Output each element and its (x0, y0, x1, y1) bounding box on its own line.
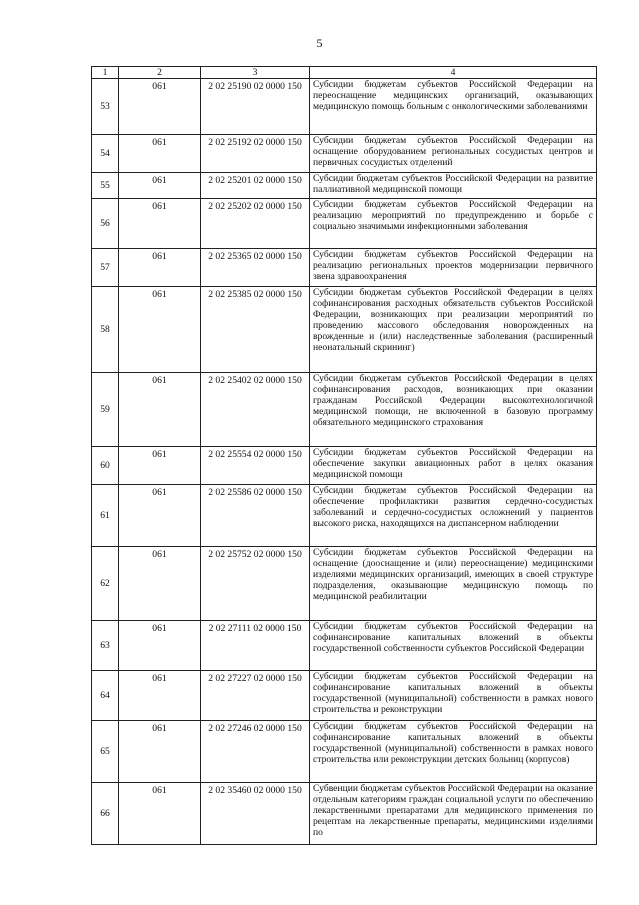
admin-code: 061 (119, 373, 201, 447)
revenue-description: Субсидии бюджетам субъектов Российской Федерации на обеспечение профилактики развития сердечно-сосудистых заболеваний и сердечно-сосудистых осложнений у пациентов высокого риска, находящихся на диспансерном наблюдении (310, 485, 597, 547)
admin-code: 061 (119, 79, 201, 135)
revenue-description: Субсидии бюджетам субъектов Российской Федерации на переоснащение медицинских организаций, оказывающих медицинскую помощь больным с онкологическими заболеваниями (310, 79, 597, 135)
revenue-description: Субсидии бюджетам субъектов Российской Федерации на софинансирование капитальных вложений в объекты государственной (муниципальной) собственности в рамках нового строительства и реконструкции (310, 671, 597, 721)
budget-classification-code: 2 02 25752 02 0000 150 (201, 547, 310, 621)
header-col-4: 4 (310, 67, 597, 79)
row-number: 66 (92, 783, 119, 845)
admin-code: 061 (119, 173, 201, 199)
row-number: 56 (92, 199, 119, 249)
row-number: 53 (92, 79, 119, 135)
header-col-2: 2 (119, 67, 201, 79)
budget-classification-code: 2 02 25554 02 0000 150 (201, 447, 310, 485)
page-number: 5 (316, 36, 323, 50)
table-row (92, 485, 597, 547)
revenue-description: Субсидии бюджетам субъектов Российской Федерации на развитие паллиативной медицинской помощи (310, 173, 597, 199)
budget-classification-code: 2 02 25586 02 0000 150 (201, 485, 310, 547)
header-row (92, 67, 597, 79)
budget-classification-code: 2 02 25192 02 0000 150 (201, 135, 310, 173)
admin-code: 061 (119, 287, 201, 373)
budget-classification-code: 2 02 27246 02 0000 150 (201, 721, 310, 783)
budget-classification-code: 2 02 25365 02 0000 150 (201, 249, 310, 287)
budget-classification-code: 2 02 35460 02 0000 150 (201, 783, 310, 845)
revenue-description: Субсидии бюджетам субъектов Российской Федерации на оснащение (дооснащение и (или) переоснащение) медицинскими изделиями медицинских организаций, имеющих в своей структуре подразделения, оказывающие медицинскую помощь по медицинской реабилитации (310, 547, 597, 621)
budget-classification-code: 2 02 25190 02 0000 150 (201, 79, 310, 135)
revenue-description: Субсидии бюджетам субъектов Российской Федерации на реализацию региональных проектов модернизации первичного звена здравоохранения (310, 249, 597, 287)
revenue-description: Субсидии бюджетам субъектов Российской Федерации на софинансирование капитальных вложений в объекты государственной собственности субъектов Российской Федерации (310, 621, 597, 671)
row-number: 63 (92, 621, 119, 671)
row-number: 61 (92, 485, 119, 547)
row-number: 54 (92, 135, 119, 173)
admin-code: 061 (119, 199, 201, 249)
row-number: 58 (92, 287, 119, 373)
row-number: 55 (92, 173, 119, 199)
revenue-description: Субсидии бюджетам субъектов Российской Федерации на реализацию мероприятий по предупреждению и борьбе с социально значимыми инфекционными заболевания (310, 199, 597, 249)
header-col-3: 3 (201, 67, 310, 79)
admin-code: 061 (119, 547, 201, 621)
table-row (92, 135, 597, 173)
revenue-description: Субсидии бюджетам субъектов Российской Федерации на оснащение оборудованием региональных сосудистых центров и первичных сосудистых отделений (310, 135, 597, 173)
table-row (92, 287, 597, 373)
budget-classification-code: 2 02 27227 02 0000 150 (201, 671, 310, 721)
budget-classification-code: 2 02 25201 02 0000 150 (201, 173, 310, 199)
table-row (92, 721, 597, 783)
table-row (92, 783, 597, 845)
revenue-description: Субвенции бюджетам субъектов Российской Федерации на оказание отдельным категориям граждан социальной услуги по обеспечению лекарственными препаратами для медицинского применения по рецептам на лекарственные препараты, медицинскими изделиями по (310, 783, 597, 845)
table-row (92, 547, 597, 621)
row-number: 59 (92, 373, 119, 447)
budget-classification-code: 2 02 25202 02 0000 150 (201, 199, 310, 249)
row-number: 57 (92, 249, 119, 287)
table-row (92, 173, 597, 199)
admin-code: 061 (119, 621, 201, 671)
table-row (92, 373, 597, 447)
revenue-description: Субсидии бюджетам субъектов Российской Федерации на обеспечение закупки авиационных работ в целях оказания медицинской помощи (310, 447, 597, 485)
row-number: 65 (92, 721, 119, 783)
table-row (92, 447, 597, 485)
budget-classification-code: 2 02 27111 02 0000 150 (201, 621, 310, 671)
table-row (92, 621, 597, 671)
table-row (92, 249, 597, 287)
budget-classification-code: 2 02 25402 02 0000 150 (201, 373, 310, 447)
row-number: 64 (92, 671, 119, 721)
admin-code: 061 (119, 671, 201, 721)
table-row (92, 199, 597, 249)
admin-code: 061 (119, 721, 201, 783)
admin-code: 061 (119, 447, 201, 485)
table-row (92, 79, 597, 135)
budget-classification-code: 2 02 25385 02 0000 150 (201, 287, 310, 373)
admin-code: 061 (119, 249, 201, 287)
row-number: 62 (92, 547, 119, 621)
revenue-description: Субсидии бюджетам субъектов Российской Федерации в целях софинансирования расходных обязательств субъектов Российской Федерации, возникающих при реализации мероприятий по проведению массового обследования новорожденных на врожденные и (или) наследственные заболевания (расширенный неонатальный скрининг) (310, 287, 597, 373)
budget-revenue-table (91, 66, 597, 845)
row-number: 60 (92, 447, 119, 485)
admin-code: 061 (119, 485, 201, 547)
table-row (92, 671, 597, 721)
admin-code: 061 (119, 135, 201, 173)
admin-code: 061 (119, 783, 201, 845)
revenue-description: Субсидии бюджетам субъектов Российской Федерации на софинансирование капитальных вложений в объекты государственной (муниципальной) собственности в рамках нового строительства или реконструкции детских больниц (корпусов) (310, 721, 597, 783)
header-col-1: 1 (92, 67, 119, 79)
revenue-description: Субсидии бюджетам субъектов Российской Федерации в целях софинансирования расходов, возникающих при оказании гражданам Российской Федерации высокотехнологичной медицинской помощи, не включенной в базовую программу обязательного медицинского страхования (310, 373, 597, 447)
